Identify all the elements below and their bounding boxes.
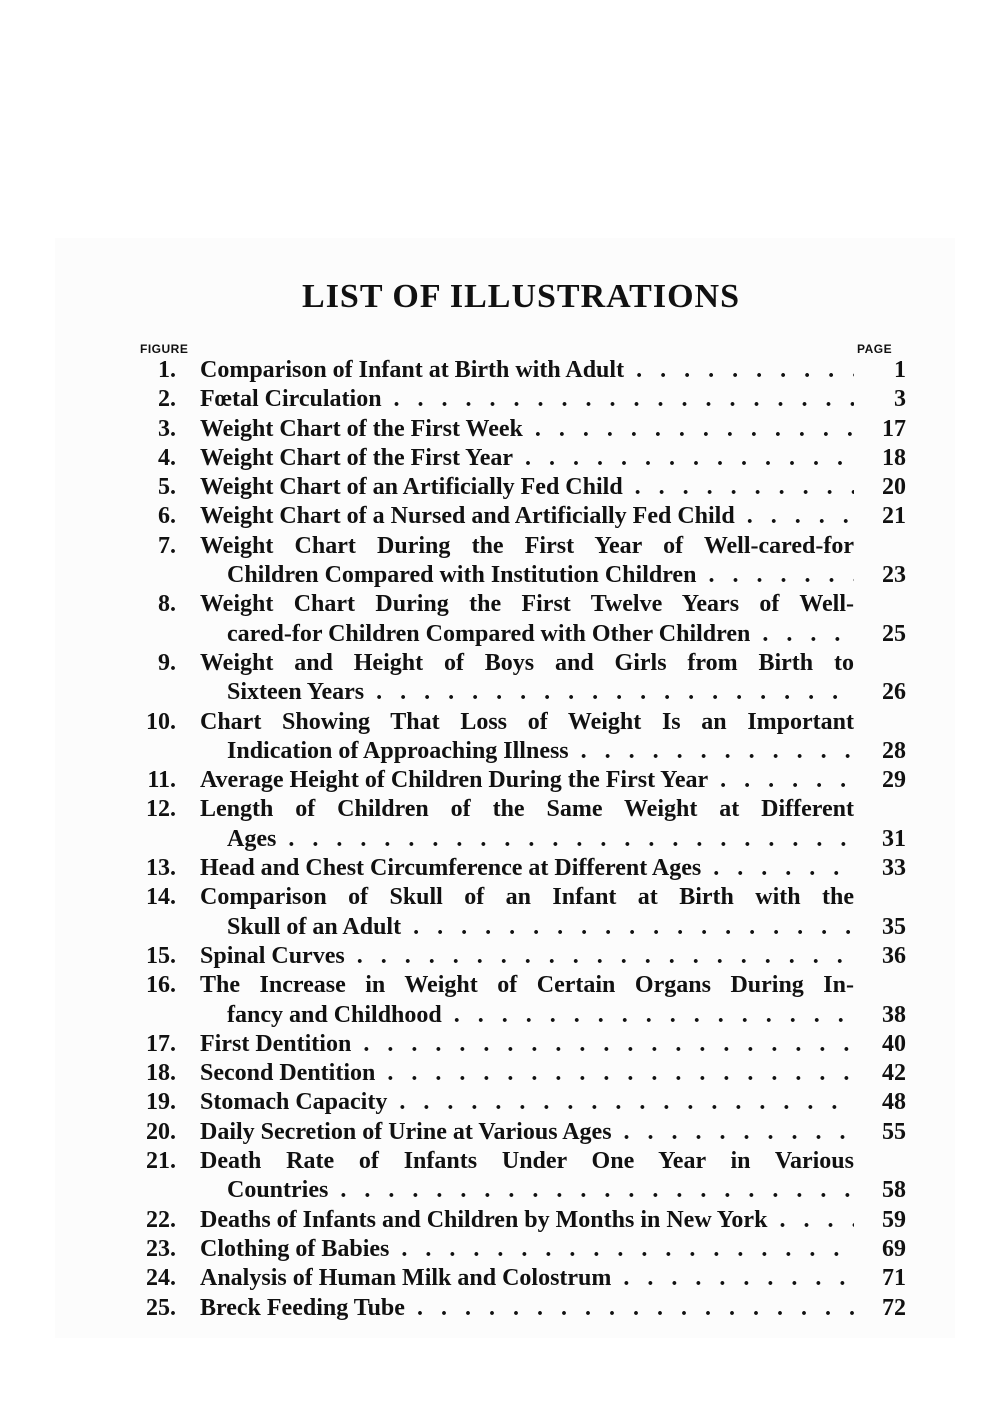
figure-number: 22. xyxy=(146,1206,176,1233)
figure-title: Weight and Height of Boys and Girls from Birth to xyxy=(200,649,854,676)
figure-title: Head and Chest Circumference at Different Ages . . . xyxy=(200,854,854,883)
page-number: 31 xyxy=(882,825,906,852)
figure-title: Skull of an Adult . . . xyxy=(227,913,854,942)
entry-line xyxy=(0,971,1000,1000)
entry-line xyxy=(0,1001,1000,1030)
list-item xyxy=(0,1147,1000,1206)
list-item xyxy=(0,590,1000,649)
page-number: 17 xyxy=(882,415,906,442)
entry-line xyxy=(0,415,1000,444)
figure-title: Analysis of Human Milk and Colostrum . . . xyxy=(200,1264,854,1293)
page-number: 26 xyxy=(882,679,906,706)
list-item xyxy=(0,854,1000,883)
page-number: 38 xyxy=(882,1001,906,1028)
list-item xyxy=(0,649,1000,708)
page-number: 23 xyxy=(882,562,906,589)
entry-line xyxy=(0,1030,1000,1059)
list-item xyxy=(0,708,1000,767)
figure-number: 14. xyxy=(146,884,176,911)
list-item xyxy=(0,1294,1000,1323)
figure-title: Weight Chart of an Artificially Fed Child . . . xyxy=(200,473,854,502)
page-number: 58 xyxy=(882,1177,906,1204)
entry-line xyxy=(0,532,1000,561)
entry-line xyxy=(0,649,1000,678)
entry-line xyxy=(0,1294,1000,1323)
figure-title: fancy and Childhood . . . xyxy=(227,1001,854,1030)
figure-number: 12. xyxy=(146,796,176,823)
entry-line xyxy=(0,1176,1000,1205)
page-number: 33 xyxy=(882,855,906,882)
page-column-header: PAGE xyxy=(857,342,893,356)
figure-title: Stomach Capacity . . . xyxy=(200,1088,854,1117)
entry-line xyxy=(0,1147,1000,1176)
list-item xyxy=(0,1030,1000,1059)
figure-title: Countries . . . xyxy=(227,1176,854,1205)
figure-title: Death Rate of Infants Under One Year in Various xyxy=(200,1148,854,1175)
figure-title: Weight Chart During the First Twelve Years of Well- xyxy=(200,591,854,618)
list-item xyxy=(0,971,1000,1030)
entry-line xyxy=(0,1235,1000,1264)
page-number: 21 xyxy=(882,503,906,530)
figure-number: 2. xyxy=(158,386,176,413)
figure-number: 4. xyxy=(158,444,176,471)
figure-title: First Dentition . . . xyxy=(200,1030,854,1059)
figure-title: Indication of Approaching Illness . . . xyxy=(227,737,854,766)
list-item xyxy=(0,385,1000,414)
list-item xyxy=(0,1235,1000,1264)
figure-title: Spinal Curves . . . xyxy=(200,942,854,971)
figure-title: cared-for Children Compared with Other Children . . . xyxy=(227,620,854,649)
figure-column-header: FIGURE xyxy=(140,342,189,356)
list-item xyxy=(0,356,1000,385)
page-number: 69 xyxy=(882,1235,906,1262)
list-item xyxy=(0,1206,1000,1235)
page-number: 55 xyxy=(882,1118,906,1145)
figure-title: Average Height of Children During the First Year . . . xyxy=(200,766,854,795)
figure-title: Weight Chart of the First Week . . . xyxy=(200,415,854,444)
figure-title: Breck Feeding Tube . . . xyxy=(200,1294,854,1323)
page-number: 36 xyxy=(882,942,906,969)
figure-title: The Increase in Weight of Certain Organs During In- xyxy=(200,972,854,999)
figure-number: 3. xyxy=(158,415,176,442)
page-number: 29 xyxy=(882,767,906,794)
list-item xyxy=(0,502,1000,531)
figure-number: 10. xyxy=(146,708,176,735)
page-number: 72 xyxy=(882,1294,906,1321)
figure-number: 11. xyxy=(147,767,176,794)
figure-number: 15. xyxy=(146,942,176,969)
figure-title: Fœtal Circulation . . . xyxy=(200,385,854,414)
list-item xyxy=(0,1059,1000,1088)
figure-title: Length of Children of the Same Weight at Different xyxy=(200,796,854,823)
illustrations-list xyxy=(0,356,1000,1323)
entry-line xyxy=(0,737,1000,766)
entry-line xyxy=(0,444,1000,473)
entry-line xyxy=(0,942,1000,971)
page-number: 3 xyxy=(894,386,906,413)
figure-number: 24. xyxy=(146,1265,176,1292)
entry-line xyxy=(0,825,1000,854)
list-item xyxy=(0,415,1000,444)
page-number: 71 xyxy=(882,1265,906,1292)
list-item xyxy=(0,795,1000,854)
figure-title: Ages . . . xyxy=(227,825,854,854)
entry-line xyxy=(0,473,1000,502)
figure-title: Comparison of Skull of an Infant at Birth with the xyxy=(200,884,854,911)
entry-line xyxy=(0,356,1000,385)
entry-line xyxy=(0,678,1000,707)
entry-line xyxy=(0,795,1000,824)
entry-line xyxy=(0,1059,1000,1088)
page-number: 40 xyxy=(882,1030,906,1057)
list-item xyxy=(0,1088,1000,1117)
page-number: 35 xyxy=(882,913,906,940)
figure-title: Daily Secretion of Urine at Various Ages . . . xyxy=(200,1118,854,1147)
entry-line xyxy=(0,854,1000,883)
entry-line xyxy=(0,913,1000,942)
figure-title: Deaths of Infants and Children by Months in New York . . . xyxy=(200,1206,854,1235)
list-item xyxy=(0,766,1000,795)
figure-title: Weight Chart During the First Year of Well-cared-for xyxy=(200,532,854,559)
entry-line xyxy=(0,1206,1000,1235)
entry-line xyxy=(0,883,1000,912)
entry-line xyxy=(0,620,1000,649)
figure-number: 25. xyxy=(146,1294,176,1321)
list-item xyxy=(0,444,1000,473)
figure-title: Chart Showing That Loss of Weight Is an Important xyxy=(200,708,854,735)
page-number: 59 xyxy=(882,1206,906,1233)
entry-line xyxy=(0,590,1000,619)
figure-number: 17. xyxy=(146,1030,176,1057)
figure-number: 13. xyxy=(146,855,176,882)
page-number: 20 xyxy=(882,474,906,501)
list-item xyxy=(0,942,1000,971)
figure-number: 19. xyxy=(146,1089,176,1116)
figure-title: Clothing of Babies . . . xyxy=(200,1235,854,1264)
figure-number: 20. xyxy=(146,1118,176,1145)
list-item xyxy=(0,532,1000,591)
figure-number: 1. xyxy=(158,357,176,383)
entry-line xyxy=(0,1118,1000,1147)
page-number: 25 xyxy=(882,620,906,647)
page-number: 28 xyxy=(882,737,906,764)
figure-number: 23. xyxy=(146,1235,176,1262)
page-number: 18 xyxy=(882,444,906,471)
figure-number: 7. xyxy=(158,532,176,559)
figure-number: 5. xyxy=(158,474,176,501)
figure-title: Comparison of Infant at Birth with Adult . . . xyxy=(200,356,854,385)
entry-line xyxy=(0,1264,1000,1293)
list-item xyxy=(0,883,1000,942)
list-item xyxy=(0,473,1000,502)
figure-title: Second Dentition . . . xyxy=(200,1059,854,1088)
page-number: 42 xyxy=(882,1060,906,1087)
figure-number: 16. xyxy=(146,972,176,999)
page-number: 48 xyxy=(882,1089,906,1116)
entry-line xyxy=(0,561,1000,590)
entry-line xyxy=(0,766,1000,795)
page-number: 1 xyxy=(894,357,906,383)
figure-number: 21. xyxy=(146,1148,176,1175)
entry-line xyxy=(0,385,1000,414)
entry-line xyxy=(0,502,1000,531)
figure-number: 6. xyxy=(158,503,176,530)
figure-number: 18. xyxy=(146,1060,176,1087)
figure-title: Sixteen Years . . . xyxy=(227,678,854,707)
figure-number: 8. xyxy=(158,591,176,618)
figure-title: Children Compared with Institution Children . . . xyxy=(227,561,854,590)
figure-title: Weight Chart of the First Year . . . xyxy=(200,444,854,473)
entry-line xyxy=(0,1088,1000,1117)
entry-line xyxy=(0,708,1000,737)
list-item xyxy=(0,1264,1000,1293)
page-title: LIST OF ILLUSTRATIONS xyxy=(302,278,740,315)
figure-title: Weight Chart of a Nursed and Artificially Fed Child . . . xyxy=(200,502,854,531)
list-item xyxy=(0,1118,1000,1147)
figure-number: 9. xyxy=(158,649,176,676)
